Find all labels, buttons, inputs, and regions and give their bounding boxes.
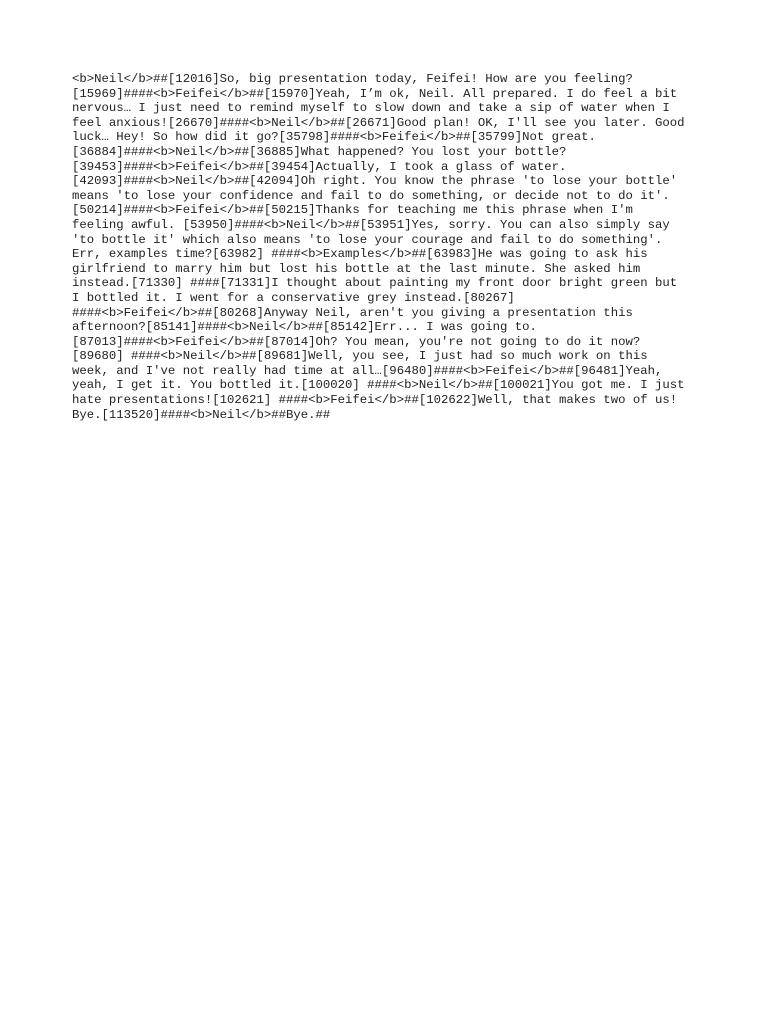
document-page: [72, 72, 696, 422]
transcript-line: feeling awful. [53950]####<b>Neil</b>##[53951]Yes, sorry. You can also simply say: [72, 217, 670, 232]
transcript-text: [72, 72, 696, 422]
transcript-line: feel anxious![26670]####<b>Neil</b>##[26671]Good plan! OK, I'll see you later. Good: [72, 115, 685, 130]
transcript-line: afternoon?[85141]####<b>Neil</b>##[85142]Err... I was going to.: [72, 320, 537, 335]
transcript-line: 'to bottle it' which also means 'to lose your courage and fail to do something'.: [72, 232, 663, 247]
transcript-line: [36884]####<b>Neil</b>##[36885]What happened? You lost your bottle?: [72, 144, 567, 159]
transcript-line: <b>Neil</b>##[12016]So, big presentation today, Feifei! How are you feeling?: [72, 72, 633, 86]
transcript-line: [39453]####<b>Feifei</b>##[39454]Actually, I took a glass of water.: [72, 159, 567, 174]
transcript-line: nervous… I just need to remind myself to slow down and take a sip of water when I: [72, 101, 670, 116]
transcript-line: [89680] ####<b>Neil</b>##[89681]Well, you see, I just had so much work on this: [72, 349, 648, 364]
transcript-line: hate presentations![102621] ####<b>Feifei</b>##[102622]Well, that makes two of us!: [72, 393, 678, 408]
transcript-line: luck… Hey! So how did it go?[35798]####<b>Feifei</b>##[35799]Not great.: [72, 130, 596, 145]
transcript-line: Err, examples time?[63982] ####<b>Examples</b>##[63983]He was going to ask his: [72, 247, 648, 262]
transcript-line: [50214]####<b>Feifei</b>##[50215]Thanks for teaching me this phrase when I'm: [72, 203, 633, 218]
transcript-line: Bye.[113520]####<b>Neil</b>##Bye.##: [72, 407, 331, 422]
transcript-line: week, and I've not really had time at all…[96480]####<b>Feifei</b>##[96481]Yeah,: [72, 363, 663, 378]
transcript-line: yeah, I get it. You bottled it.[100020] ####<b>Neil</b>##[100021]You got me. I just: [72, 378, 685, 393]
transcript-line: means 'to lose your confidence and fail to do something, or decide not to do it'.: [72, 188, 670, 203]
transcript-line: ####<b>Feifei</b>##[80268]Anyway Neil, aren't you giving a presentation this: [72, 305, 633, 320]
transcript-line: [42093]####<b>Neil</b>##[42094]Oh right. You know the phrase 'to lose your bottle': [72, 174, 678, 189]
transcript-line: instead.[71330] ####[71331]I thought about painting my front door bright green but: [72, 276, 678, 291]
transcript-line: I bottled it. I went for a conservative grey instead.[80267]: [72, 290, 515, 305]
transcript-line: girlfriend to marry him but lost his bottle at the last minute. She asked him: [72, 261, 641, 276]
transcript-line: [87013]####<b>Feifei</b>##[87014]Oh? You mean, you're not going to do it now?: [72, 334, 641, 349]
transcript-line: [15969]####<b>Feifei</b>##[15970]Yeah, I’m ok, Neil. All prepared. I do feel a bit: [72, 86, 678, 101]
